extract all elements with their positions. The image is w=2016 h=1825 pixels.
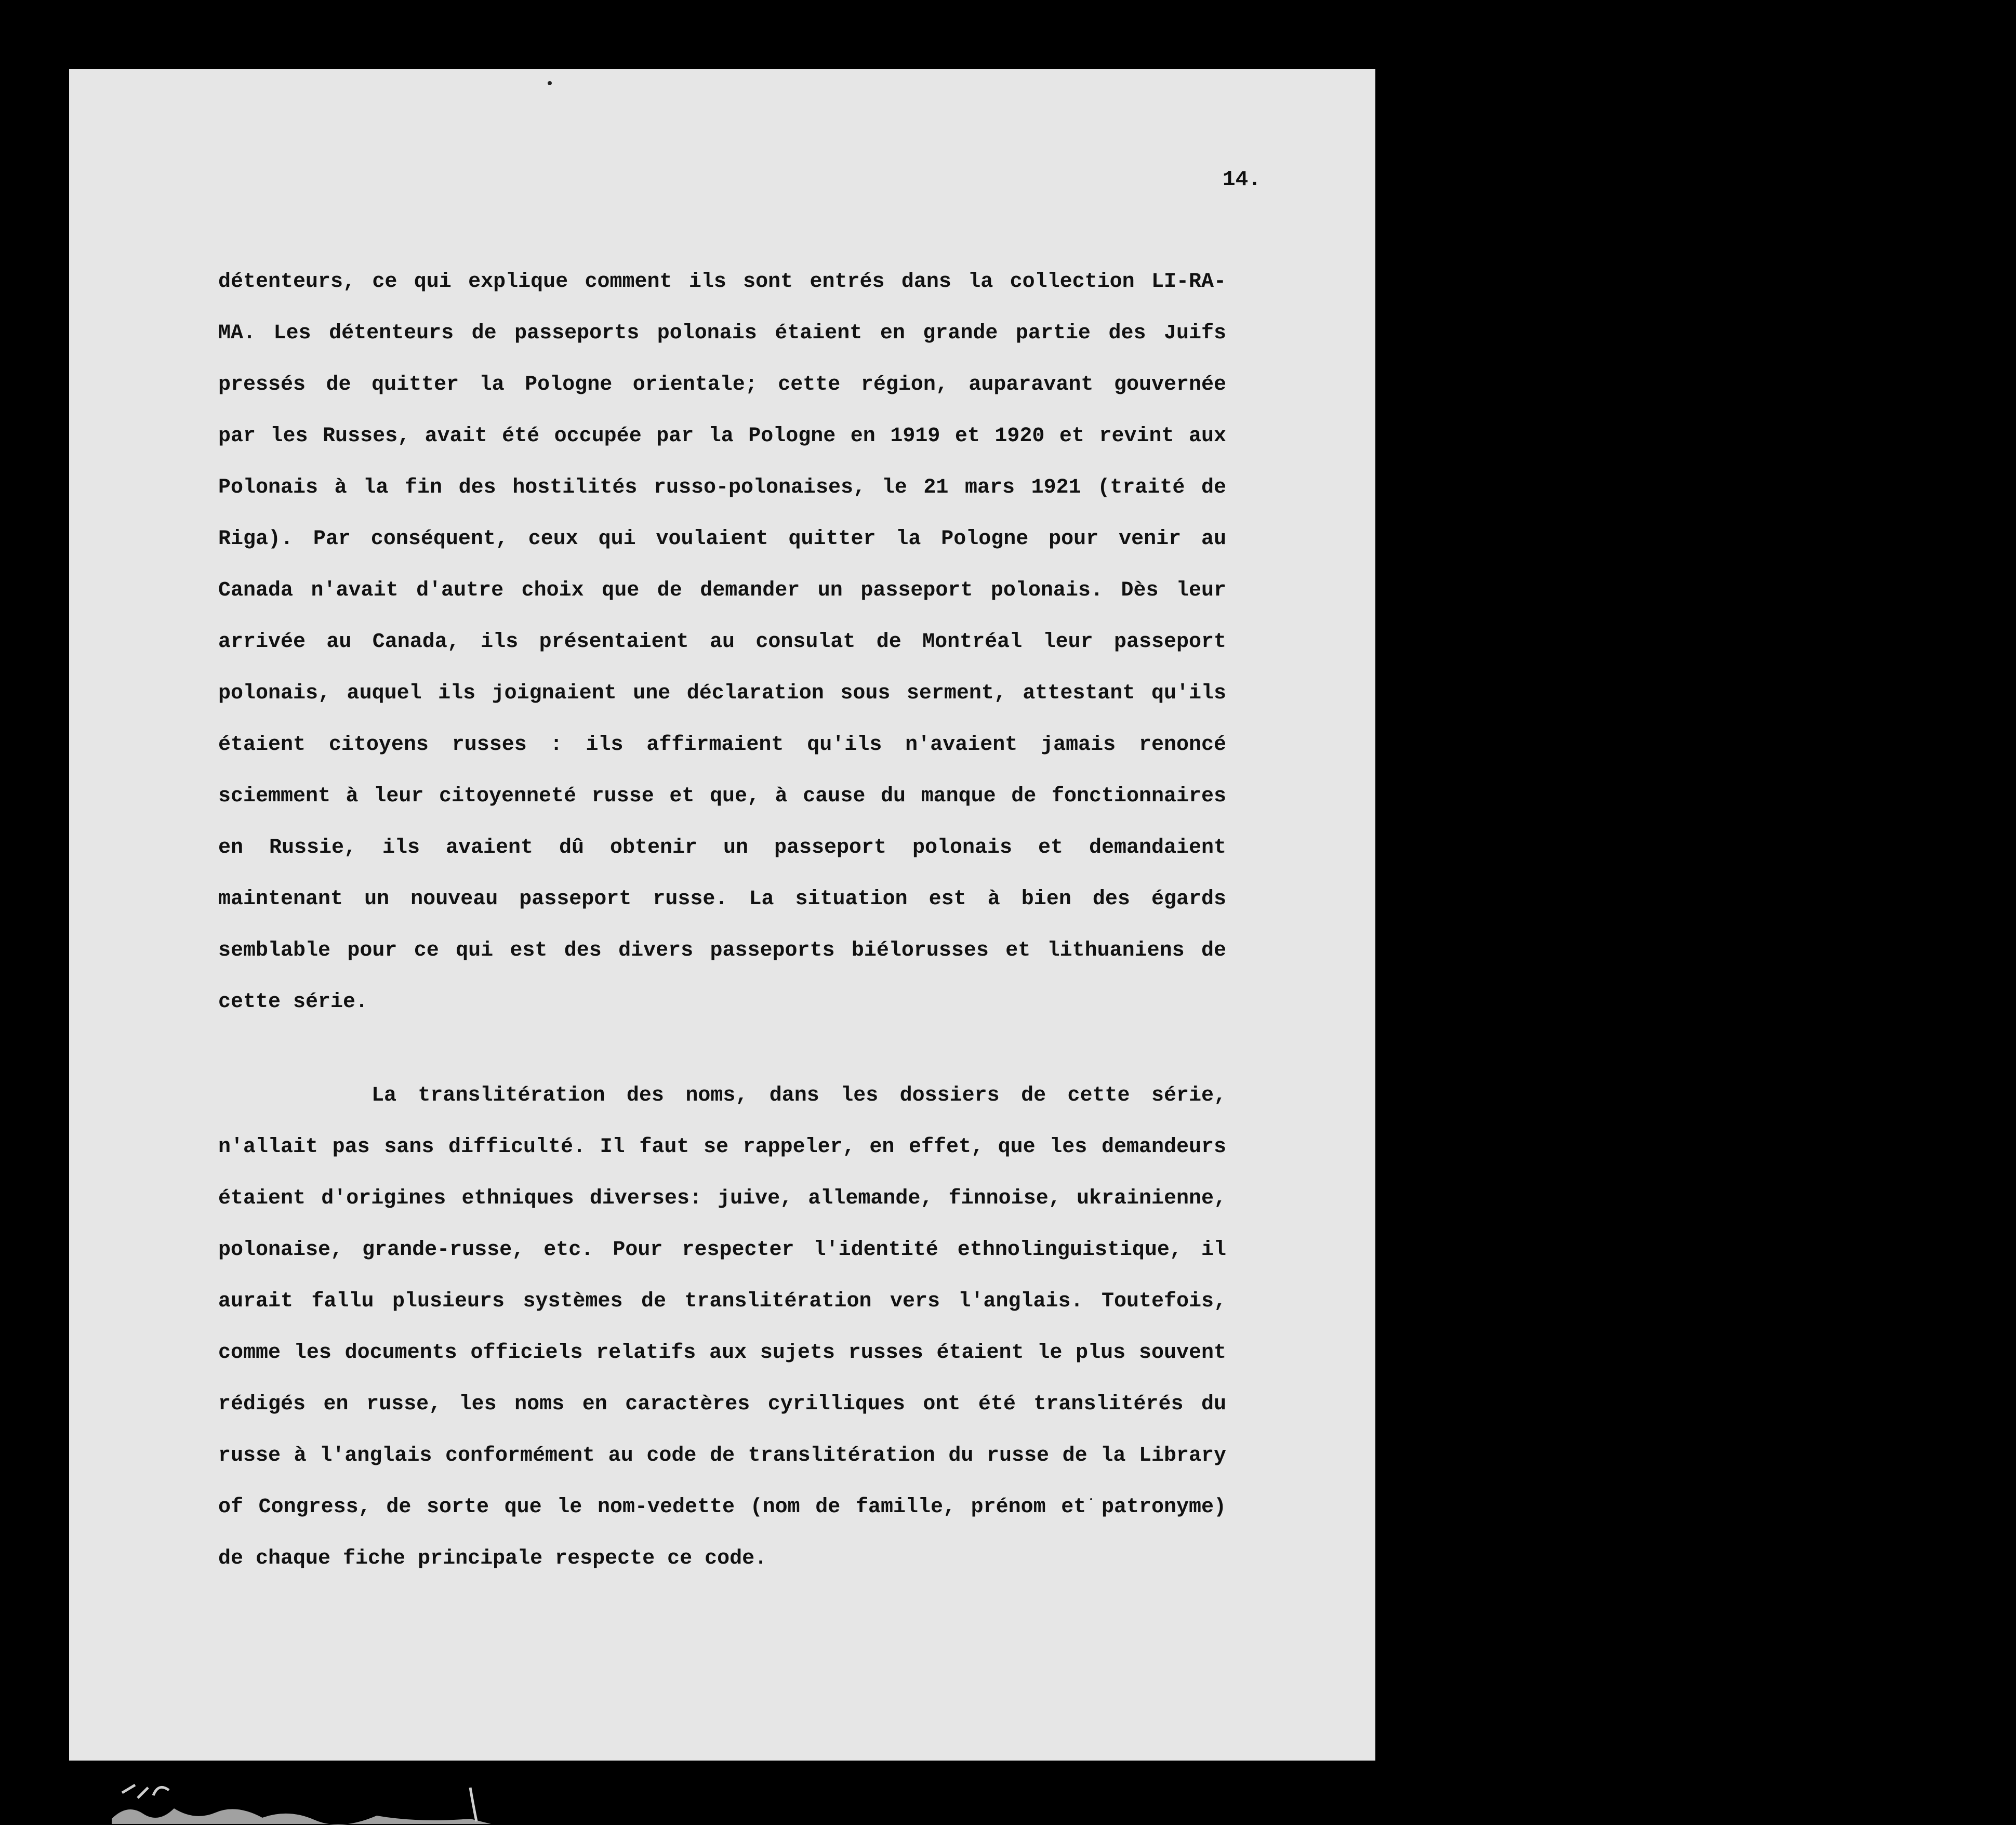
text-line: détenteurs, ce qui explique comment ils sont entrés dans la collection LI-RA- (218, 270, 1226, 294)
text-line: Riga). Par conséquent, ceux qui voulaient quitter la Pologne pour venir au (218, 527, 1226, 551)
text-line: MA. Les détenteurs de passeports polonais étaient en grande partie des Juifs (218, 322, 1226, 345)
text-line: sciemment à leur citoyenneté russe et que, à cause du manque de fonctionnaires (218, 785, 1226, 808)
text-line: polonaise, grande-russe, etc. Pour respecter l'identité ethnolinguistique, il (218, 1238, 1226, 1262)
paragraph-1 (218, 256, 1226, 1028)
text-line: n'allait pas sans difficulté. Il faut se rappeler, en effet, que les demandeurs (218, 1135, 1226, 1159)
text-line: aurait fallu plusieurs systèmes de translitération vers l'anglais. Toutefois, (218, 1290, 1226, 1313)
text-line: polonais, auquel ils joignaient une déclaration sous serment, attestant qu'ils (218, 682, 1226, 705)
paragraph-2 (218, 1070, 1226, 1584)
scan-speck (548, 81, 552, 85)
text-line: russe à l'anglais conformément au code de translitération du russe de la Library (218, 1444, 1226, 1467)
text-line: par les Russes, avait été occupée par la Pologne en 1919 et 1920 et revint aux (218, 425, 1226, 448)
text-line: of Congress, de sorte que le nom-vedette (nom de famille, prénom et patronyme) (218, 1496, 1226, 1519)
text-line: Polonais à la fin des hostilités russo-polonaises, le 21 mars 1921 (traité de (218, 476, 1226, 499)
page-number: 14. (1223, 168, 1261, 192)
text-line: La translitération des noms, dans les dossiers de cette série, (372, 1084, 1226, 1107)
text-line: pressés de quitter la Pologne orientale; cette région, auparavant gouvernée (218, 373, 1226, 396)
text-line: arrivée au Canada, ils présentaient au consulat de Montréal leur passeport (218, 630, 1226, 654)
text-line: comme les documents officiels relatifs aux sujets russes étaient le plus souvent (218, 1341, 1226, 1365)
text-line: en Russie, ils avaient dû obtenir un passeport polonais et demandaient (218, 836, 1226, 859)
text-line: rédigés en russe, les noms en caractères cyrilliques ont été translitérés du (218, 1393, 1226, 1416)
text-line: de chaque fiche principale respecte ce code. (218, 1547, 767, 1570)
text-line: étaient citoyens russes : ils affirmaient qu'ils n'avaient jamais renoncé (218, 733, 1226, 757)
text-line: étaient d'origines ethniques diverses: juive, allemande, finnoise, ukrainienne, (218, 1187, 1226, 1210)
text-line: maintenant un nouveau passeport russe. La situation est à bien des égards (218, 888, 1226, 911)
text-line: cette série. (218, 990, 368, 1014)
scan-edge-scribble (107, 1772, 501, 1825)
text-line: Canada n'avait d'autre choix que de demander un passeport polonais. Dès leur (218, 579, 1226, 602)
text-line: semblable pour ce qui est des divers passeports biélorusses et lithuaniens de (218, 939, 1226, 962)
